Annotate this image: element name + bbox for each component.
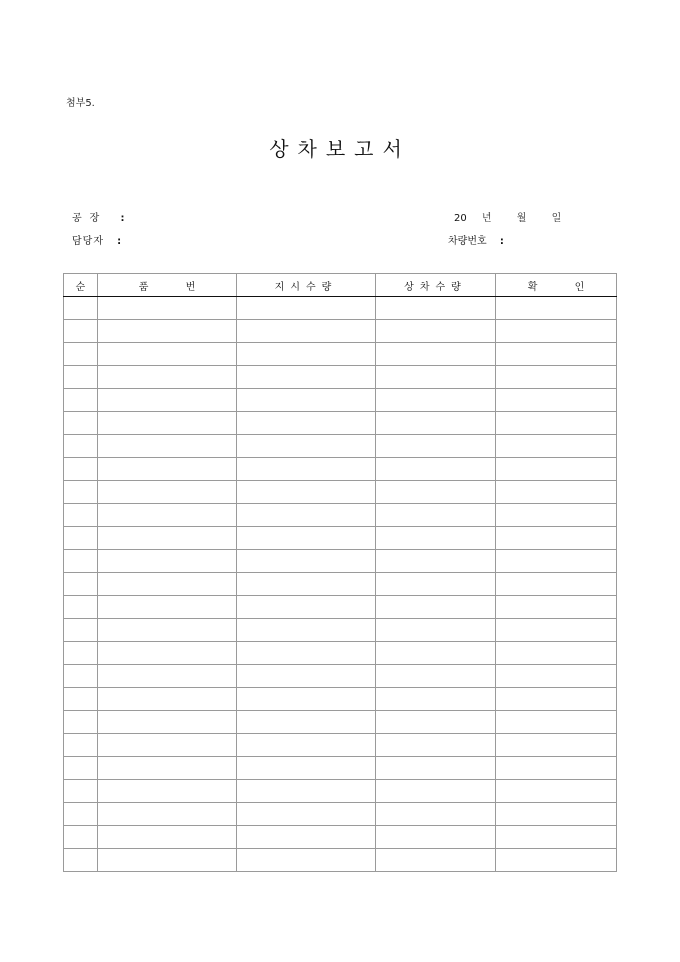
table-cell[interactable] bbox=[376, 504, 496, 527]
table-row bbox=[64, 757, 617, 780]
table-cell[interactable] bbox=[64, 458, 98, 481]
table-cell[interactable] bbox=[237, 757, 376, 780]
manager-field bbox=[72, 232, 121, 247]
table-cell[interactable] bbox=[496, 481, 617, 504]
header-seq: 순 bbox=[64, 274, 98, 297]
table-cell[interactable] bbox=[64, 389, 98, 412]
table-cell[interactable] bbox=[376, 412, 496, 435]
table-row bbox=[64, 481, 617, 504]
table-cell[interactable] bbox=[98, 527, 237, 550]
table-cell[interactable] bbox=[496, 573, 617, 596]
table-cell[interactable] bbox=[496, 343, 617, 366]
table-cell[interactable] bbox=[64, 550, 98, 573]
manager-colon: : bbox=[117, 236, 122, 247]
table-cell[interactable] bbox=[64, 780, 98, 803]
table-cell[interactable] bbox=[98, 458, 237, 481]
table-row bbox=[64, 780, 617, 803]
table-cell[interactable] bbox=[64, 711, 98, 734]
table-cell[interactable] bbox=[64, 596, 98, 619]
table-row bbox=[64, 665, 617, 688]
table-cell[interactable] bbox=[376, 619, 496, 642]
table-cell[interactable] bbox=[376, 688, 496, 711]
attachment-label: 첨부5. bbox=[66, 98, 95, 109]
table-cell[interactable] bbox=[237, 481, 376, 504]
table-cell[interactable] bbox=[496, 619, 617, 642]
factory-field bbox=[72, 209, 125, 224]
factory-colon: : bbox=[120, 213, 125, 224]
table-cell[interactable] bbox=[237, 297, 376, 320]
table-cell[interactable] bbox=[64, 803, 98, 826]
table-cell[interactable] bbox=[98, 734, 237, 757]
table-cell[interactable] bbox=[98, 343, 237, 366]
table-cell[interactable] bbox=[64, 642, 98, 665]
table-cell[interactable] bbox=[237, 504, 376, 527]
table-cell[interactable] bbox=[64, 665, 98, 688]
table-row bbox=[64, 596, 617, 619]
table-cell[interactable] bbox=[376, 573, 496, 596]
table-cell[interactable] bbox=[64, 757, 98, 780]
table-row bbox=[64, 343, 617, 366]
table-cell[interactable] bbox=[496, 642, 617, 665]
table-cell[interactable] bbox=[98, 757, 237, 780]
table-cell[interactable] bbox=[237, 366, 376, 389]
factory-label: 공장 bbox=[72, 213, 108, 224]
vehicle-number-field bbox=[448, 232, 504, 247]
table-cell[interactable] bbox=[376, 389, 496, 412]
date-month-unit: 월 bbox=[516, 213, 527, 224]
table-cell[interactable] bbox=[496, 412, 617, 435]
table-cell[interactable] bbox=[237, 803, 376, 826]
table-row bbox=[64, 550, 617, 573]
table-row bbox=[64, 527, 617, 550]
table-cell[interactable] bbox=[98, 366, 237, 389]
table-cell[interactable] bbox=[496, 504, 617, 527]
table-cell[interactable] bbox=[64, 481, 98, 504]
table-cell[interactable] bbox=[98, 389, 237, 412]
table-cell[interactable] bbox=[496, 297, 617, 320]
table-cell[interactable] bbox=[237, 734, 376, 757]
table-cell[interactable] bbox=[496, 780, 617, 803]
date-day-unit: 일 bbox=[551, 213, 562, 224]
table-cell[interactable] bbox=[237, 573, 376, 596]
table-cell[interactable] bbox=[237, 527, 376, 550]
table-cell[interactable] bbox=[376, 320, 496, 343]
table-cell[interactable] bbox=[496, 665, 617, 688]
table-cell[interactable] bbox=[496, 757, 617, 780]
table-cell[interactable] bbox=[496, 826, 617, 849]
date-field bbox=[454, 209, 561, 224]
table-cell[interactable] bbox=[376, 711, 496, 734]
table-cell[interactable] bbox=[98, 504, 237, 527]
table-cell[interactable] bbox=[496, 849, 617, 872]
table-cell[interactable] bbox=[98, 711, 237, 734]
table-row bbox=[64, 573, 617, 596]
table-cell[interactable] bbox=[376, 757, 496, 780]
table-cell[interactable] bbox=[237, 435, 376, 458]
table-cell[interactable] bbox=[237, 642, 376, 665]
table-row bbox=[64, 803, 617, 826]
table-body bbox=[64, 297, 617, 872]
table-cell[interactable] bbox=[98, 596, 237, 619]
table-cell[interactable] bbox=[98, 619, 237, 642]
table-row bbox=[64, 366, 617, 389]
table-cell[interactable] bbox=[64, 435, 98, 458]
table-cell[interactable] bbox=[237, 458, 376, 481]
table-cell[interactable] bbox=[237, 550, 376, 573]
table-row bbox=[64, 688, 617, 711]
table-cell[interactable] bbox=[376, 642, 496, 665]
table-row bbox=[64, 297, 617, 320]
table-cell[interactable] bbox=[237, 596, 376, 619]
vehicle-number-label: 차량번호 bbox=[448, 236, 487, 247]
table-cell[interactable] bbox=[98, 780, 237, 803]
table-cell[interactable] bbox=[376, 481, 496, 504]
table-cell[interactable] bbox=[64, 412, 98, 435]
table-cell[interactable] bbox=[98, 481, 237, 504]
table-cell[interactable] bbox=[376, 780, 496, 803]
table-cell[interactable] bbox=[64, 573, 98, 596]
table-cell[interactable] bbox=[496, 734, 617, 757]
table-cell[interactable] bbox=[98, 320, 237, 343]
date-year-prefix: 20 bbox=[454, 213, 467, 224]
table-cell[interactable] bbox=[98, 665, 237, 688]
table-row bbox=[64, 619, 617, 642]
table-cell[interactable] bbox=[64, 734, 98, 757]
header-confirm: 확 인 bbox=[496, 274, 617, 297]
table-cell[interactable] bbox=[98, 803, 237, 826]
vehicle-number-colon: : bbox=[499, 236, 504, 247]
table-row bbox=[64, 320, 617, 343]
table-cell[interactable] bbox=[64, 849, 98, 872]
table-cell[interactable] bbox=[64, 826, 98, 849]
table-cell[interactable] bbox=[376, 665, 496, 688]
table-cell[interactable] bbox=[376, 826, 496, 849]
table-cell[interactable] bbox=[376, 734, 496, 757]
table-cell[interactable] bbox=[376, 458, 496, 481]
table-cell[interactable] bbox=[237, 389, 376, 412]
table-cell[interactable] bbox=[64, 320, 98, 343]
table-row bbox=[64, 504, 617, 527]
table-cell[interactable] bbox=[237, 320, 376, 343]
table-cell[interactable] bbox=[496, 550, 617, 573]
table-cell[interactable] bbox=[64, 366, 98, 389]
table-row bbox=[64, 389, 617, 412]
table-cell[interactable] bbox=[496, 596, 617, 619]
table-row bbox=[64, 734, 617, 757]
table-cell[interactable] bbox=[376, 366, 496, 389]
table-cell[interactable] bbox=[496, 435, 617, 458]
table-cell[interactable] bbox=[98, 849, 237, 872]
table-cell[interactable] bbox=[237, 849, 376, 872]
loading-report-table bbox=[63, 273, 617, 872]
table-cell[interactable] bbox=[98, 642, 237, 665]
table-cell[interactable] bbox=[237, 665, 376, 688]
table-cell[interactable] bbox=[237, 826, 376, 849]
table-cell[interactable] bbox=[98, 412, 237, 435]
table-cell[interactable] bbox=[98, 435, 237, 458]
table-cell[interactable] bbox=[496, 688, 617, 711]
table-cell[interactable] bbox=[64, 504, 98, 527]
table-cell[interactable] bbox=[376, 803, 496, 826]
document-title: 상차보고서 bbox=[269, 137, 411, 161]
table-cell[interactable] bbox=[496, 366, 617, 389]
table-cell[interactable] bbox=[237, 412, 376, 435]
table-cell[interactable] bbox=[376, 849, 496, 872]
table-row bbox=[64, 458, 617, 481]
table-row bbox=[64, 412, 617, 435]
table-cell[interactable] bbox=[98, 550, 237, 573]
table-row bbox=[64, 435, 617, 458]
table-row bbox=[64, 642, 617, 665]
table-cell[interactable] bbox=[496, 711, 617, 734]
table-cell[interactable] bbox=[237, 688, 376, 711]
table-cell[interactable] bbox=[64, 527, 98, 550]
table-cell[interactable] bbox=[376, 550, 496, 573]
header-loaded-qty: 상차수량 bbox=[376, 274, 496, 297]
table-cell[interactable] bbox=[376, 435, 496, 458]
table-cell[interactable] bbox=[237, 343, 376, 366]
table-cell[interactable] bbox=[98, 573, 237, 596]
table-cell[interactable] bbox=[237, 619, 376, 642]
table-cell[interactable] bbox=[64, 619, 98, 642]
table-header-row bbox=[64, 274, 617, 297]
table-cell[interactable] bbox=[496, 803, 617, 826]
table-row bbox=[64, 711, 617, 734]
table-cell[interactable] bbox=[376, 343, 496, 366]
date-year-unit: 년 bbox=[481, 213, 492, 224]
table-cell[interactable] bbox=[98, 297, 237, 320]
table-row bbox=[64, 826, 617, 849]
table-cell[interactable] bbox=[237, 780, 376, 803]
table-cell[interactable] bbox=[98, 688, 237, 711]
table-row bbox=[64, 849, 617, 872]
table-cell[interactable] bbox=[64, 343, 98, 366]
table-cell[interactable] bbox=[64, 688, 98, 711]
table-cell[interactable] bbox=[237, 711, 376, 734]
table-cell[interactable] bbox=[376, 527, 496, 550]
manager-label: 담당자 bbox=[72, 236, 104, 247]
table-cell[interactable] bbox=[496, 527, 617, 550]
table-cell[interactable] bbox=[376, 297, 496, 320]
table-cell[interactable] bbox=[496, 389, 617, 412]
table-cell[interactable] bbox=[98, 826, 237, 849]
header-part-number: 품 번 bbox=[98, 274, 237, 297]
table-cell[interactable] bbox=[64, 297, 98, 320]
table-cell[interactable] bbox=[496, 458, 617, 481]
header-ordered-qty: 지시수량 bbox=[237, 274, 376, 297]
table-cell[interactable] bbox=[376, 596, 496, 619]
table-cell[interactable] bbox=[496, 320, 617, 343]
